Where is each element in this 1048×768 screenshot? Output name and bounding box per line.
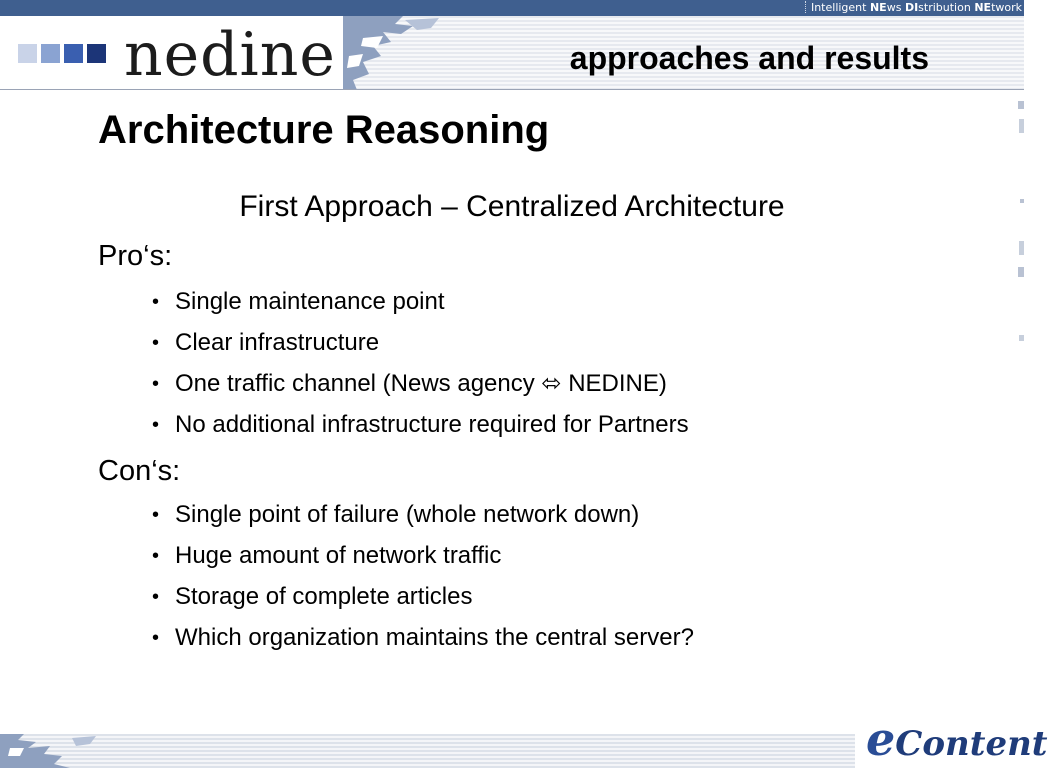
- list-item: [152, 328, 689, 369]
- pros-list: [152, 287, 689, 451]
- tagline-initial: NE: [974, 1, 992, 14]
- bullet-icon: •: [152, 627, 160, 649]
- footer-stripes: [0, 734, 855, 768]
- bullet-icon: •: [152, 373, 160, 395]
- tagline-part: Intelligent: [810, 1, 870, 14]
- cons-heading: Con‘s:: [98, 455, 181, 487]
- list-item-text: Single point of failure (whole network down): [175, 501, 640, 528]
- nedine-logo: nedine: [124, 20, 336, 90]
- right-edge-decoration: [1016, 95, 1024, 355]
- cons-list: [152, 500, 694, 664]
- tagline-part: ws: [886, 1, 905, 14]
- logo-square: [41, 44, 60, 63]
- list-item: [152, 623, 694, 664]
- list-item: [152, 500, 694, 541]
- bullet-icon: •: [152, 414, 160, 436]
- tagline-initial: DI: [904, 1, 919, 14]
- header-map-graphic: [343, 16, 483, 90]
- list-item: [152, 582, 694, 623]
- logo-squares: [18, 44, 110, 64]
- list-item-text: Clear infrastructure: [175, 329, 380, 356]
- tagline: [805, 0, 1022, 16]
- bullet-icon: •: [152, 586, 160, 608]
- bullet-icon: •: [152, 504, 160, 526]
- slide-title: Architecture Reasoning: [98, 108, 550, 152]
- section-title: approaches and results: [569, 40, 929, 76]
- slide-subtitle: First Approach – Centralized Architecture: [239, 190, 785, 223]
- list-item: [152, 541, 694, 582]
- list-item: [152, 369, 689, 410]
- logo-square: [64, 44, 83, 63]
- tagline-part: twork: [991, 1, 1022, 14]
- tagline-part: stribution: [918, 1, 975, 14]
- econtent-logo-text: Content: [895, 724, 1048, 764]
- tagline-initial: NE: [869, 1, 887, 14]
- list-item-text: Which organization maintains the central server?: [175, 624, 694, 651]
- bullet-icon: •: [152, 545, 160, 567]
- pros-heading: Pro‘s:: [98, 240, 173, 272]
- bullet-icon: •: [152, 291, 160, 313]
- logo-square: [87, 44, 106, 63]
- list-item-text: No additional infrastructure required for Partners: [175, 411, 689, 438]
- list-item: [152, 287, 689, 328]
- list-item-text: Storage of complete articles: [175, 583, 473, 610]
- footer-map-graphic: [0, 734, 110, 768]
- econtent-logo: [866, 712, 1048, 766]
- bullet-icon: •: [152, 332, 160, 354]
- list-item-text: Huge amount of network traffic: [175, 542, 502, 569]
- list-item-text: Single maintenance point: [175, 288, 445, 315]
- list-item: [152, 410, 689, 451]
- list-item-text: One traffic channel (News agency ⬄ NEDINE): [175, 370, 667, 397]
- econtent-logo-initial: e: [866, 712, 896, 766]
- tagline-separator: [805, 1, 807, 13]
- logo-square: [18, 44, 37, 63]
